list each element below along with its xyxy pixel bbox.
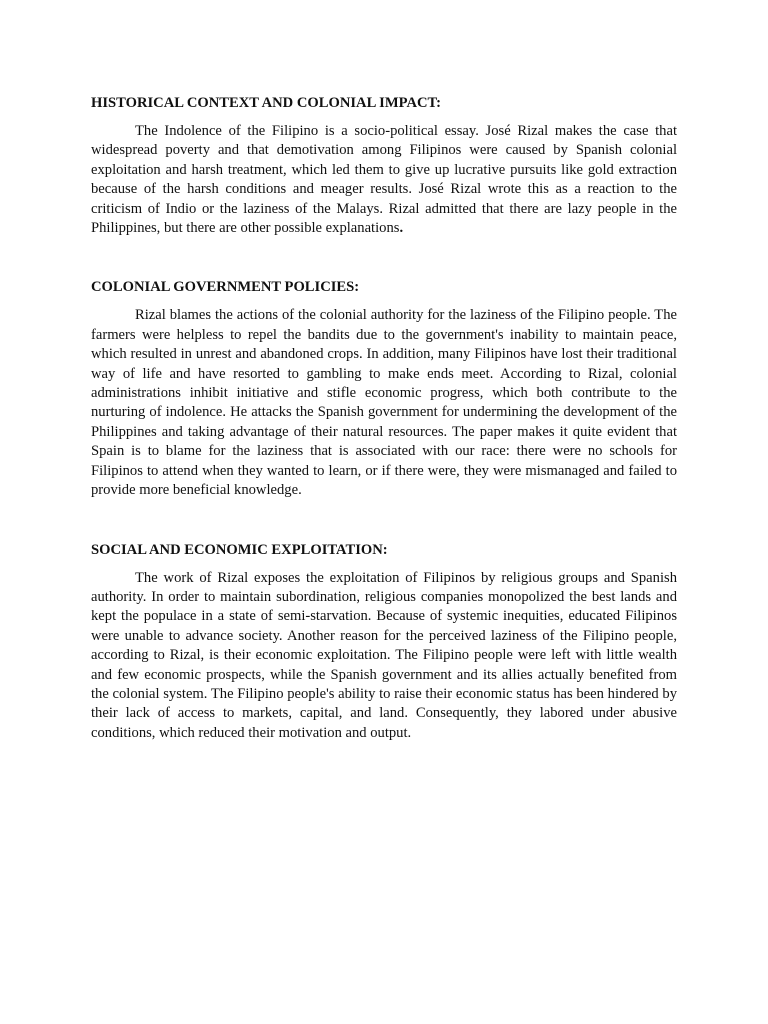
paragraph-end-mark: . (399, 220, 404, 237)
section-paragraph (91, 122, 677, 238)
section-paragraph: The work of Rizal exposes the exploitation of Filipinos by religious groups and Spanish authority. In order to maintain subordination, religious companies monopolized the best lands and kept the populace in a state of semi-starvation. Because of systemic inequities, educated Filipinos were unable to advance society. Another reason for the perceived laziness of the Filipino people, according to Rizal, is their economic exploitation. The Filipino people were left with little wealth and few economic prospects, while the Spanish government and its allies actually benefited from the colonial system. The Filipino people's ability to raise their economic status has been hindered by their lack of access to markets, capital, and land. Consequently, they labored under abusive conditions, which reduced their motivation and output. (91, 569, 677, 741)
section-heading: SOCIAL AND ECONOMIC EXPLOITATION: (91, 541, 388, 558)
section-colonial-government-policies (91, 278, 677, 500)
paragraph-text: The Indolence of the Filipino is a socio-political essay. José Rizal makes the case that widespread poverty and that demotivation among Filipinos were caused by Spanish colonial exploitation and harsh treatment, which led them to give up lucrative pursuits like gold extraction because of the harsh conditions and meager results. José Rizal wrote this as a reaction to the criticism of Indio or the laziness of the Malays. Rizal admitted that there are lazy people in the Philippines, but there are other possible explanations (91, 123, 677, 237)
section-historical-context (91, 94, 677, 238)
section-heading: COLONIAL GOVERNMENT POLICIES: (91, 279, 360, 296)
section-paragraph: Rizal blames the actions of the colonial authority for the laziness of the Filipino people. The farmers were helpless to repel the bandits due to the government's inability to maintain peace, which resulted in unrest and abandoned crops. In addition, many Filipinos have lost their traditional way of life and have resorted to gambling to make ends meet. According to Rizal, colonial administrations inhibit initiative and stifle economic progress, which both contribute to the nurturing of indolence. He attacks the Spanish government for undermining the development of the Philippines and taking advantage of their natural resources. The paper makes it quite evident that Spain is to blame for the laziness that is associated with our race: there were no schools for Filipinos to attend when they wanted to learn, or if there were, they were mismanaged and failed to provide more beneficial knowledge. (91, 307, 677, 499)
section-social-economic-exploitation (91, 541, 677, 744)
document-page (91, 94, 677, 783)
section-heading: HISTORICAL CONTEXT AND COLONIAL IMPACT: (91, 95, 442, 111)
